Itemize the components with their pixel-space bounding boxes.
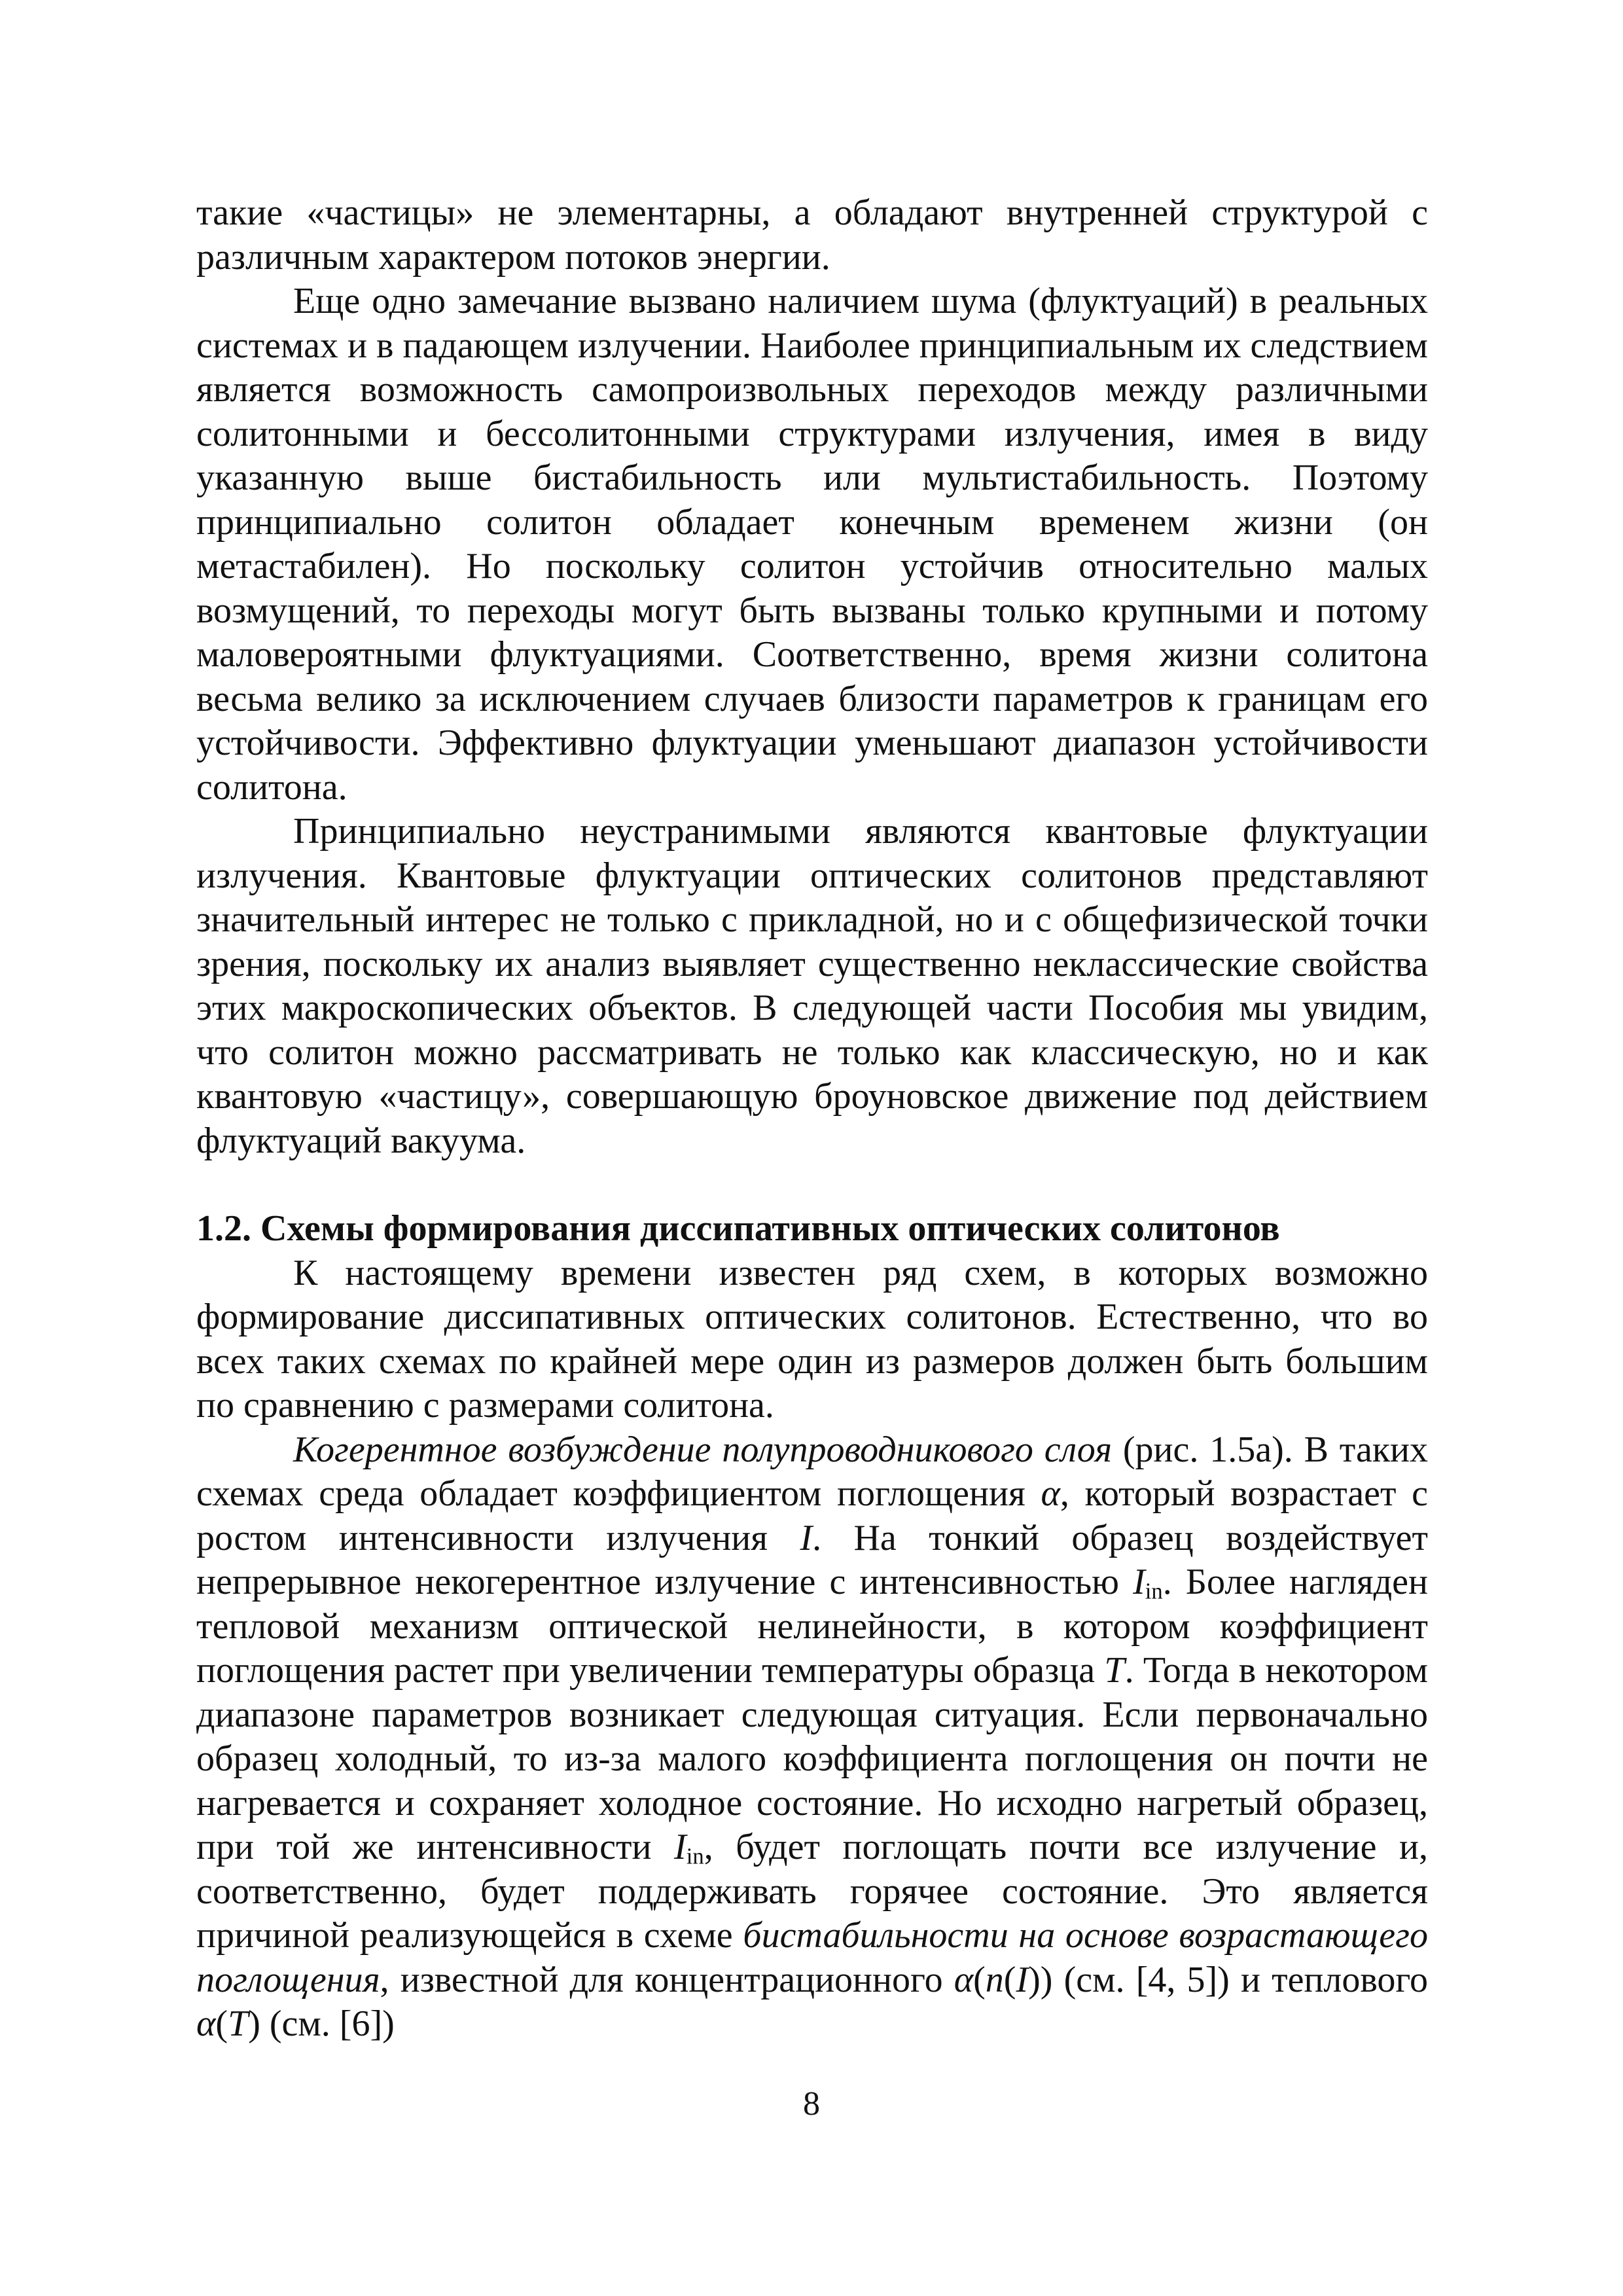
paragraph-5: Когерентное возбуждение полупроводникового слоя (рис. 1.5а). В таких схемах среда обладает коэффициентом поглощения α, который возрастает с ростом интенсивности излучения I. На тонкий образец воздействует непрерывное некогерентное излучение с интенсивностью $I_{in}$. Более нагляден тепловой механизм оптической нелинейности, в котором коэффициент поглощения растет при увеличении температуры образца T. Тогда в некотором диапазоне параметров возникает следующая ситуация. Если первоначально образец холодный, то из-за малого коэффициента поглощения он почти не нагревается и сохраняет холодное состояние. Но исходно нагретый образец, при той же интенсивности $I_{in}$, будет поглощать почти все излучение и, соответственно, будет поддерживать горячее состояние. Это является причиной реализующейся в схеме бистабильности на основе возрастающего поглощения, известной для концентрационного α(n(I)) (см. [4, 5]) и теплового α(T) (см. [6]) [196, 1429, 1429, 2044]
italic-term-bistability: бистабильности на основе возрастающего поглощения [196, 1915, 1428, 2000]
page-number: 8 [803, 2085, 820, 2123]
symbol-intensity-in-2: I [674, 1827, 687, 1867]
italic-term-coherent-excitation: Когерентное возбуждение полупроводникового слоя [293, 1429, 1113, 1470]
symbol-intensity-in: I [1133, 1562, 1145, 1602]
paragraph-4: К настоящему времени известен ряд схем, в которых возможно формирование диссипативных оптических солитонов. Естественно, что во всех таких схемах по крайней мере один из размеров должен быть большим по сравнению с размерами солитона. [196, 1252, 1428, 1426]
paragraph-2: Еще одно замечание вызвано наличием шума (флуктуаций) в реальных системах и в падающем излучении. Наиболее принципиальным их следствием является возможность самопроизвольных переходов между различными солитонными и бессолитонными структурами излучения, имея в виду указанную выше бистабильность или мультистабильность. Поэтому принципиально солитон обладает конечным временем жизни (он метастабилен). Но поскольку солитон устойчив относительно малых возмущений, то переходы могут быть вызваны только крупными и потому маловероятными флуктуациями. Соответственно, время жизни солитона весьма велико за исключением случаев близости параметров к границам его устойчивости. Эффективно флуктуации уменьшают диапазон устойчивости солитона. [196, 281, 1428, 808]
section-gap [196, 1163, 1428, 1207]
paragraph-1: такие «частицы» не элементарны, а обладают внутренней структурой с различным характером потоков энергии. [196, 192, 1428, 278]
symbol-intensity: I [800, 1517, 813, 1558]
page-body [196, 191, 1428, 2047]
section-heading: 1.2. Схемы формирования диссипативных оптических солитонов [196, 1208, 1280, 1249]
symbol-alpha: α [1041, 1473, 1060, 1514]
paragraph-3: Принципиально неустранимыми являются квантовые флуктуации излучения. Квантовые флуктуации оптических солитонов представляют значительный интерес не только с прикладной, но и с общефизической точки зрения, поскольку их анализ выявляет существенно неклассические свойства этих макроскопических объектов. В следующей части Пособия мы увидим, что солитон можно рассматривать не только как классическую, но и как квантовую «частицу», совершающую броуновское движение под действием флуктуаций вакуума. [196, 811, 1428, 1161]
symbol-temperature: T [1104, 1650, 1125, 1691]
